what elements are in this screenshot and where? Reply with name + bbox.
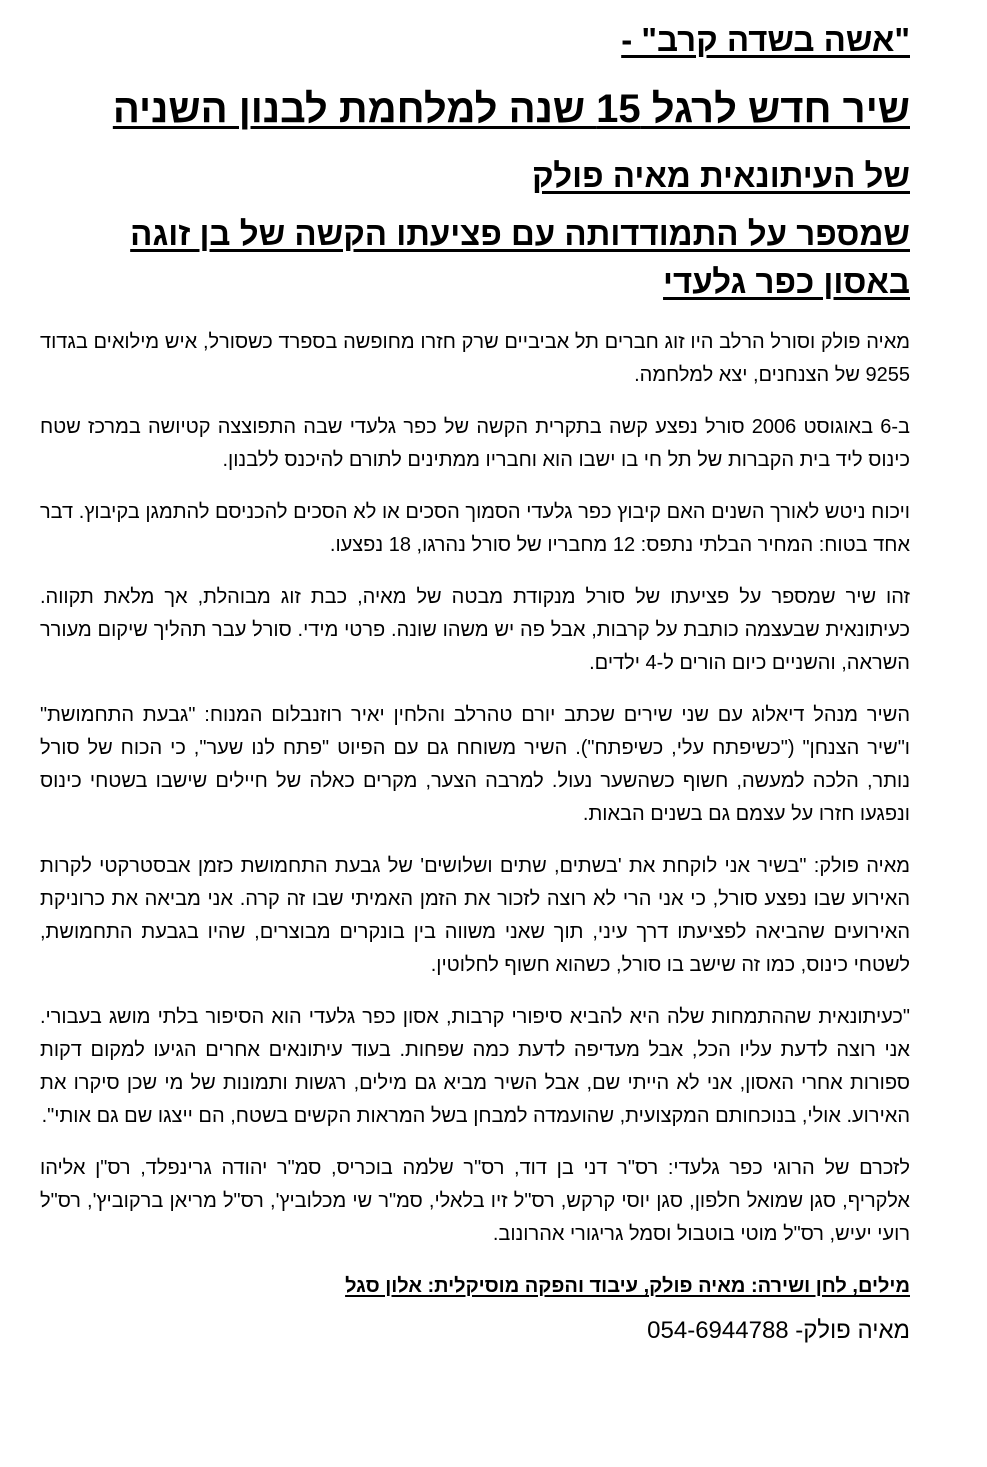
contact-line: מאיה פולק- 054-6944788: [647, 1317, 910, 1344]
song-credits: מילים, לחן ושירה: מאיה פולק, עיבוד והפקה מוסיקלית: אלון סגל: [345, 1275, 910, 1297]
paragraph-dialogue: השיר מנהל דיאלוג עם שני שירים שכתב יורם טהרלב והלחין יאיר רוזנבלום המנוח: "גבעת התחמושת" ו"שיר הצנחן" ("כשיפתח עלי, כשיפתח"). השיר משוחח גם עם הפיוט "פתח לנו שער", כי הכוח של סורל נותר, הלכה למעשה, חשוף כשהשער נעול. למרבה הצער, מקרים כאלה של חיילים שישבו בשטחי כינוס ונפגעו חזרו על עצמם גם בשנים הבאות.: [40, 704, 910, 825]
paragraph-debate: ויכוח ניטש לאורך השנים האם קיבוץ כפר גלעדי הסמוך הסכים או לא הסכים להכניסם להתמגן בקיבוץ. דבר אחד בטוח: המחיר הבלתי נתפס: 12 מחבריו של סורל נהרגו, 18 נפצעו.: [40, 501, 910, 556]
title-description: שמספר על התמודדותה עם פציעתו הקשה של בן זוגה באסון כפר גלעדי: [130, 215, 910, 300]
paragraph-memorial: לזכרם של הרוגי כפר גלעדי: רס"ר דני בן דוד, רס"ר שלמה בוכריס, סמ"ר יהודה גרינפלד, רס"ן אליהו אלקריף, סגן שמואל חלפון, סגן יוסי קרקש, רס"ל זיו בלאלי, סמ"ר שי מכלוביץ', רס"ל מריאן ברקוביץ', רס"ל רועי יעיש, רס"ל מוטי בוטבול וסמל גריגורי אהרונוב.: [40, 1157, 910, 1245]
paragraph-injury: ב-6 באוגוסט 2006 סורל נפצע קשה בתקרית הקשה של כפר גלעדי שבה התפוצצה קטיושה במרכז שטח כינוס ליד בית הקברות של תל חי בו ישבו הוא וחבריו ממתינים לתורם להיכנס ללבנון.: [40, 416, 910, 471]
paragraph-intro: מאיה פולק וסורל הרלב היו זוג חברים תל אביביים שרק חזרו מחופשה בספרד כשסורל, איש מילואים בגדוד 9255 של הצנחנים, יצא למלחמה.: [40, 331, 910, 386]
paragraph-song-about: זהו שיר שמספר על פציעתו של סורל מנקודת מבטה של מאיה, כבת זוג מבוהלת, אך מלאת תקווה. כעיתונאית שבעצמה כותבת על קרבות, אבל פה יש משהו שונה. פרטי מידי. סורל עבר תהליך שיקום מעורר השראה, והשניים כיום הורים ל-4 ילדים.: [40, 586, 910, 674]
title-author: של העיתונאית מאיה פולק: [532, 157, 910, 194]
paragraph-quote-1: מאיה פולק: "בשיר אני לוקחת את 'בשתים, שתים ושלושים' של גבעת התחמושת כזמן אבסטרקטי לקרות האירוע שבו נפצע סורל, כי אני הרי לא רוצה לזכור את הזמן האמיתי שבו זה קרה. אני מביאה את כרוניקת האירועים שהביאה לפציעתו דרך עיני, תוך שאני משווה בין בונקרים מבוצרים, שהיו בגבעת התחמושת, לשטחי כינוס, כמו זה שישב בו סורל, כשהוא חשוף לחלוטין.: [40, 855, 910, 976]
press-release: [40, 14, 910, 1349]
title-quote: "אשה בשדה קרב" -: [621, 21, 910, 58]
title-main: שיר חדש לרגל 15 שנה למלחמת לבנון השניה: [112, 87, 910, 131]
paragraph-quote-2: "כעיתונאית שההתמחות שלה היא להביא סיפורי קרבות, אסון כפר גלעדי הוא הסיפור בלתי מושג בעבורי. אני רוצה לדעת עליו הכל, אבל מעדיפה לדעת כמה שפחות. בעוד עיתונאים אחרים הגיעו למקום דקות ספורות אחרי האסון, אני לא הייתי שם, אבל השיר מביא גם מילים, רגשות ותמונות של מי שכן סיקרו את האירוע. אולי, בנוכחותם המקצועית, שהועמדה למבחן בשל המראות הקשים בשטח, הם ייצגו שם גם אותי".: [40, 1006, 910, 1127]
